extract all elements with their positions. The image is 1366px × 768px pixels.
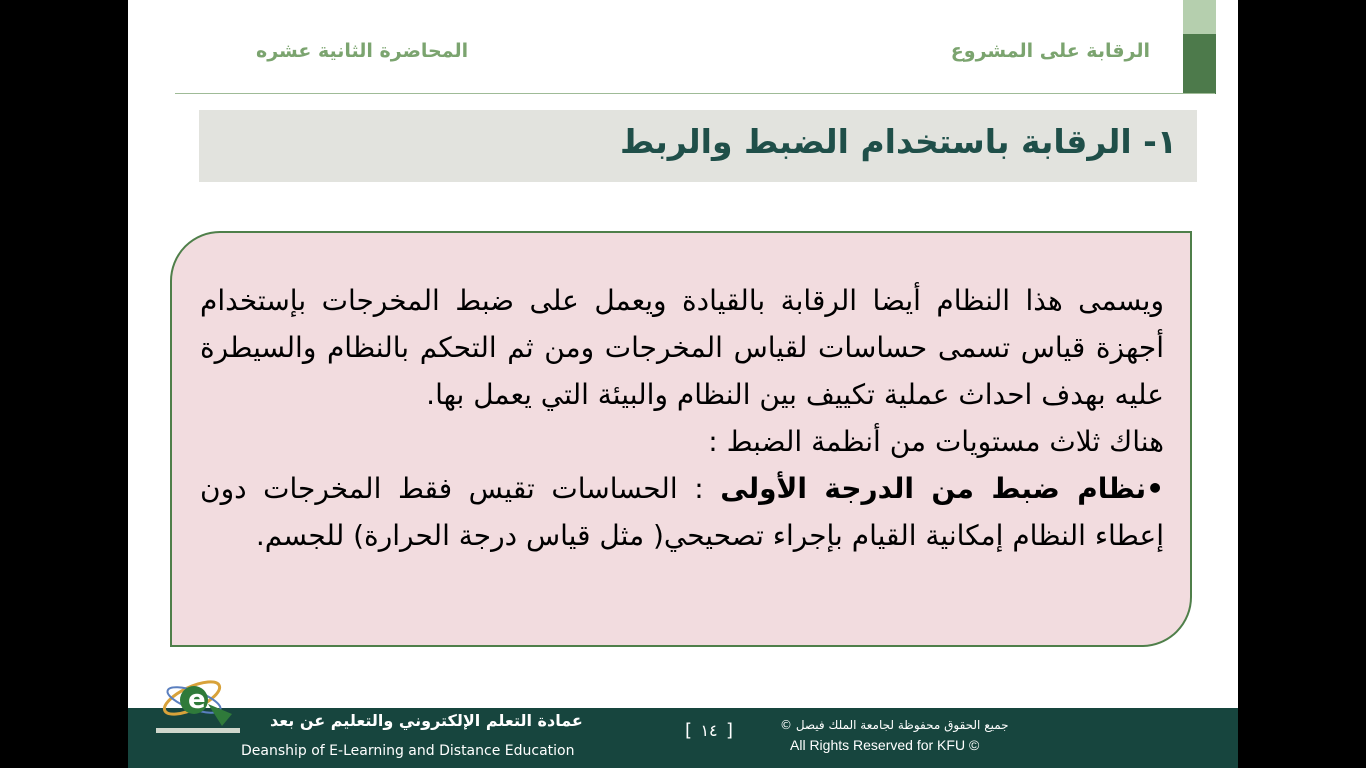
page-number-value: ١٤ — [700, 721, 718, 740]
content-bullet — [200, 465, 1164, 559]
footer-deanship-arabic: عمادة التعلم الإلكتروني والتعليم عن بعد — [270, 711, 583, 730]
footer-copyright-arabic: جميع الحقوق محفوظة لجامعة الملك فيصل © — [780, 718, 1009, 732]
content-box — [170, 231, 1192, 647]
footer-copyright-english: All Rights Reserved for KFU © — [790, 737, 980, 753]
corner-accent-dark — [1183, 34, 1216, 94]
content-paragraph-2: هناك ثلاث مستويات من أنظمة الضبط : — [708, 425, 1164, 458]
content-text — [200, 277, 1164, 559]
svg-text:e: e — [188, 685, 206, 715]
bullet-label: •نظام ضبط من الدرجة الأولى — [720, 472, 1164, 505]
header-course-title: الرقابة على المشروع — [950, 40, 1150, 62]
deanship-logo-icon — [152, 664, 244, 744]
slide — [128, 0, 1238, 768]
header-divider — [175, 93, 1215, 94]
page-bracket-open: [ — [685, 720, 693, 741]
bullet-text: : الحساسات تقيس فقط المخرجات دون إعطاء النظام إمكانية القيام بإجراء تصحيحي( مثل قياس درجة الحرارة) للجسم. — [200, 472, 1164, 552]
slide-title-band — [199, 110, 1197, 182]
slide-title: ١- الرقابة باستخدام الضبط والربط — [620, 122, 1177, 161]
page-number — [685, 720, 733, 741]
footer-deanship-english: Deanship of E-Learning and Distance Education — [241, 743, 575, 759]
header-lecture-title: المحاضرة الثانية عشره — [256, 40, 469, 62]
corner-accent-light — [1183, 0, 1216, 34]
page-bracket-close: ] — [726, 720, 734, 741]
content-paragraph-1: ويسمى هذا النظام أيضا الرقابة بالقيادة ويعمل على ضبط المخرجات بإستخدام أجهزة قياس تسمى حساسات لقياس المخرجات ومن ثم التحكم بالنظام والسيطرة عليه بهدف احداث عملية تكييف بين النظام والبيئة التي يعمل بها. — [200, 284, 1164, 411]
